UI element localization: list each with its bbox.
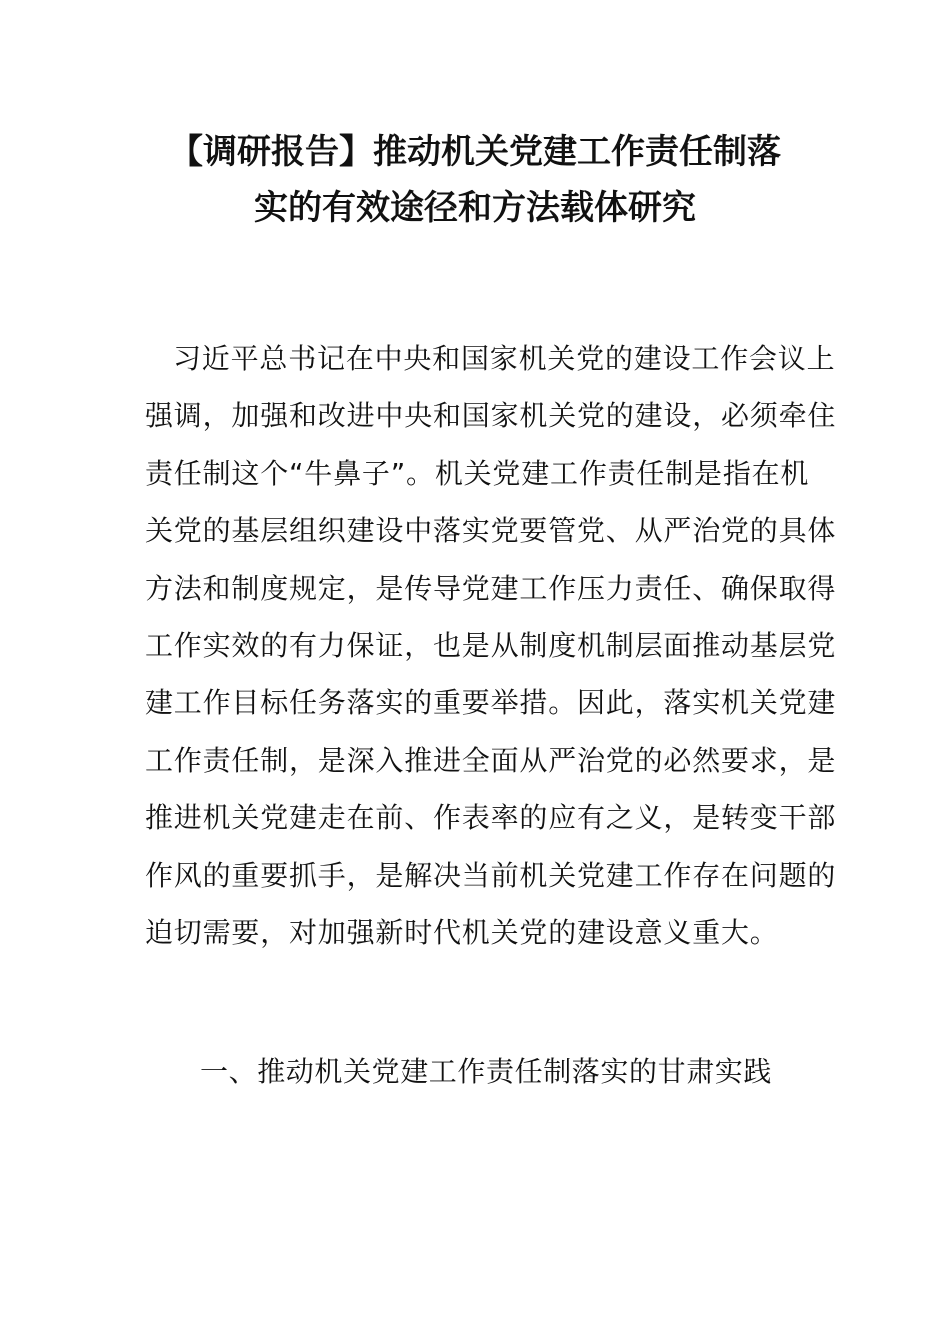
paragraph-line: 迫切需要，对加强新时代机关党的建设意义重大。 bbox=[145, 915, 779, 949]
paragraph-line: 责任制这个“牛鼻子”。机关党建工作责任制是指在机 bbox=[145, 456, 810, 490]
intro-paragraph bbox=[145, 330, 837, 961]
title-line-2: 实的有效途径和方法载体研究 bbox=[254, 188, 696, 228]
paragraph-line: 推进机关党建走在前、作表率的应有之义，是转变干部 bbox=[145, 801, 837, 835]
section-heading: 一、推动机关党建工作责任制落实的甘肃实践 bbox=[200, 1055, 773, 1088]
title-line-1: 【调研报告】推动机关党建工作责任制落 bbox=[169, 132, 781, 172]
paragraph-line: 方法和制度规定，是传导党建工作压力责任、确保取得 bbox=[145, 571, 837, 605]
paragraph-line: 习近平总书记在中央和国家机关党的建设工作会议上 bbox=[173, 342, 836, 375]
paragraph-line: 建工作目标任务落实的重要举措。因此，落实机关党建 bbox=[145, 686, 837, 720]
paragraph-line: 关党的基层组织建设中落实党要管党、从严治党的具体 bbox=[145, 514, 837, 548]
paragraph-line: 工作责任制，是深入推进全面从严治党的必然要求，是 bbox=[145, 743, 837, 777]
paragraph-line: 工作实效的有力保证，也是从制度机制层面推动基层党 bbox=[145, 628, 837, 662]
paragraph-line: 强调，加强和改进中央和国家机关党的建设，必须牵住 bbox=[145, 399, 837, 433]
paragraph-line: 作风的重要抓手，是解决当前机关党建工作存在问题的 bbox=[145, 858, 837, 892]
document-title bbox=[145, 124, 805, 236]
